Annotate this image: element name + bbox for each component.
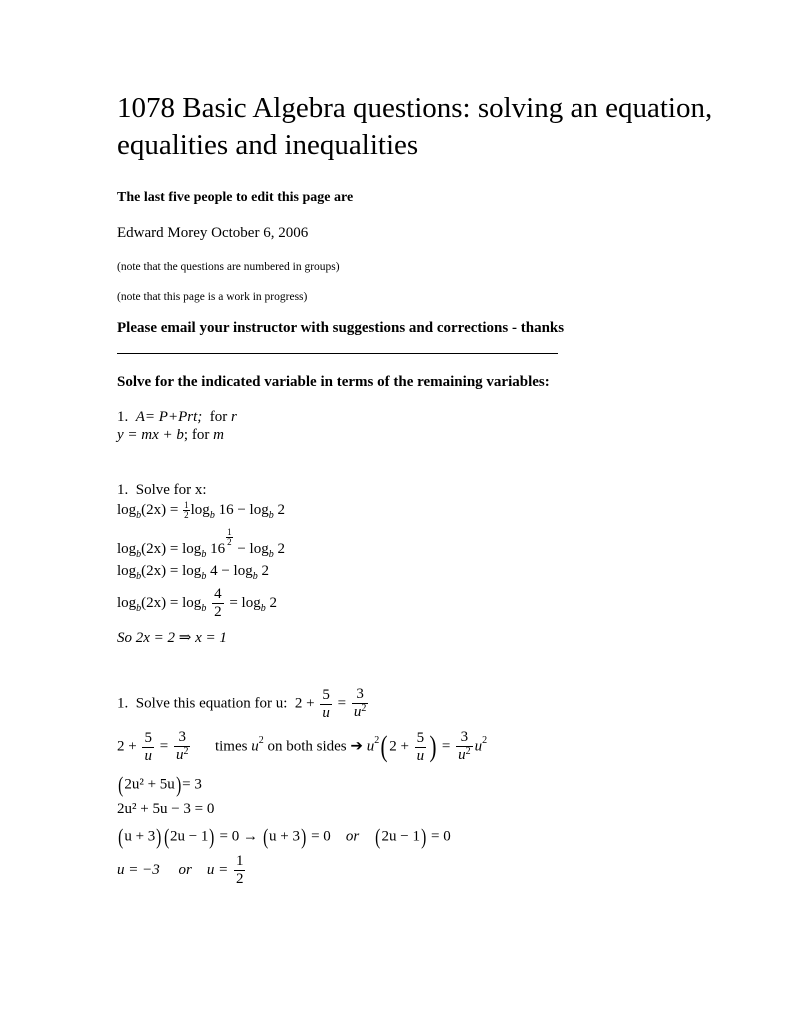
q1-equation: A= P+Prt;: [135, 409, 203, 425]
q2-prompt-text: Solve for x:: [135, 482, 207, 498]
one-half-solution: $\frac{1}{2}$: [235, 853, 244, 887]
page-title: 1078 Basic Algebra questions: solving an equation, equalities and inequalities: [117, 92, 713, 161]
editor-line: Edward Morey October 6, 2006: [117, 225, 309, 241]
q1-line2-equation: y = mx + b: [117, 427, 184, 443]
q3-step1: 2 + $\frac{5}{u}$ = $\frac{3}{u^2}$ times $u^2$ on both sides ➔ $u^2$( 2 + $\frac{5}{u}$ ) = $\frac{3}{u^2}$ $u^2$: [117, 729, 488, 764]
q1-line1: [117, 409, 237, 426]
q3-step2: (2u² + 5u)= 3: [118, 772, 202, 797]
q1-number: 1.: [117, 409, 129, 425]
note-work-in-progress: (note that this page is a work in progress): [117, 291, 308, 303]
q2-number: 1.: [117, 482, 129, 498]
q1-line2: [117, 427, 224, 444]
q1-variable: r: [230, 409, 237, 425]
q3-step3: 2u² + 5u − 3 = 0: [117, 801, 215, 817]
q2-prompt: [117, 482, 207, 499]
q2-step2: $\log_b(2x) = \log_b 16$ $\frac{1}{2}$ − $\log_b 2$: [117, 527, 285, 560]
q1-line2-for: ; for: [183, 427, 210, 443]
q3-step4: (u + 3)(2u − 1) = 0 → (u + 3) = 0 or (2u − 1) = 0: [118, 824, 451, 849]
horizontal-rule: [117, 353, 558, 354]
q2-conclusion: So 2x = 2 ⇒ x = 1: [117, 630, 227, 646]
q3-prompt-text: Solve this equation for u:: [135, 695, 288, 712]
half-exponent: $\frac{1}{2}$: [227, 527, 232, 547]
editors-heading: The last five people to edit this page are: [117, 190, 354, 205]
half-fraction: $\frac{1}{2}$: [184, 500, 189, 520]
q2-step4: $\log_b(2x) = \log_b$ $\frac{4}{2}$ = $\log_b 2$: [117, 586, 277, 620]
q3-solution: u = −3 or u = $\frac{1}{2}$: [117, 853, 244, 887]
section-heading: Solve for the indicated variable in terms of the remaining variables:: [117, 374, 550, 390]
q1-line2-variable: m: [213, 427, 224, 443]
q3-number: 1.: [117, 695, 129, 712]
email-request: Please email your instructor with suggestions and corrections - thanks: [117, 320, 565, 336]
q1-for: for: [209, 409, 228, 425]
q2-step1: $\log_b(2x)$ = $\frac{1}{2}$ $\log_b 16 - \log_b 2$: [117, 500, 285, 521]
four-over-two: $\frac{4}{2}$: [214, 586, 222, 620]
arrow-icon: ➔: [350, 738, 363, 755]
q3-prompt: 1. Solve this equation for u: 2 + $\frac{5}{u}$ = $\frac{3}{u^2}$: [117, 686, 367, 721]
note-numbered-groups: (note that the questions are numbered in groups): [117, 261, 340, 273]
q2-step3: $\log_b(2x) = \log_b 4 - \log_b 2$: [117, 563, 269, 582]
